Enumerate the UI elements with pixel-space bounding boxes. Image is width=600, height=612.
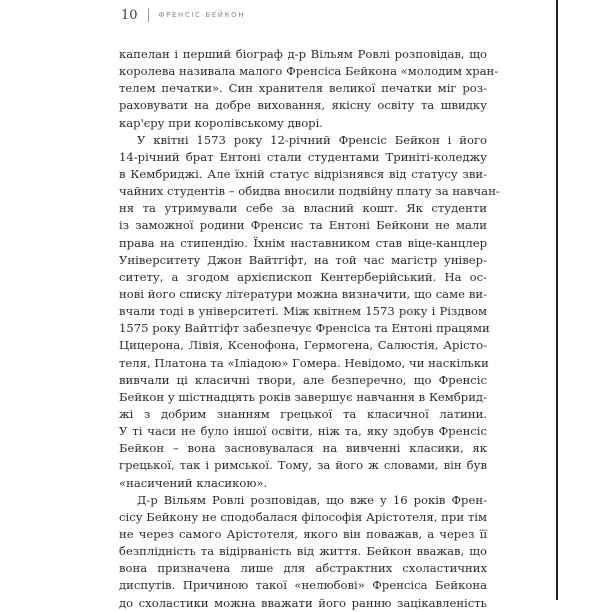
text-line: ня та утримували себе за власний кошт. Як студенти xyxy=(119,201,487,216)
text-line: грецької, так і римської. Тому, за його ж словами, він був xyxy=(119,458,487,473)
text-line: сісу Бейкону не сподобалася філософія Арістотеля, при тім xyxy=(119,509,487,524)
text-line: нові його списку літератури можна визначити, що саме ви- xyxy=(119,286,487,301)
text-line: «насичений класикою». xyxy=(119,475,268,490)
header-divider xyxy=(148,8,149,22)
text-line: теля, Платона та «Іліадою» Гомера. Невідомо, чи наскільки xyxy=(119,355,489,370)
text-line: права на стипендію. Їхнім наставником став віце-канцлер xyxy=(119,235,487,250)
paragraph-start-line: Д-р Вільям Ровлі розповідав, що вже у 16 років Френ- xyxy=(137,492,487,507)
text-line: кар'єру при королівському дворі. xyxy=(119,115,323,130)
text-line: безплідність та відірваність від життя. Бейкон вважав, що xyxy=(119,544,487,559)
text-line: вивчали ці класичні твори, але безперечно, що Френсіс xyxy=(119,372,487,387)
body-text xyxy=(119,46,500,612)
text-line: ситету, а згодом архієпископ Кентерберійський. На ос- xyxy=(119,269,487,284)
text-line: Бейкон – вона засновувалася на вивченні класики, як xyxy=(119,441,487,456)
page-header xyxy=(121,6,245,24)
text-line: диспутів. Причиною такої «нелюбові» Френсіса Бейкона xyxy=(119,578,487,593)
text-line: Університету Джон Вайтгіфт, на той час магістр універ- xyxy=(119,252,487,267)
text-line: Цицерона, Лівія, Ксенофона, Гермогена, Салюстія, Арісто- xyxy=(119,338,487,353)
running-title: ФРЕНСІС БЕЙКОН xyxy=(158,11,246,19)
paragraph-start-line: У квітні 1573 року 12-річний Френсіс Бейкон і його xyxy=(137,132,487,147)
text-line: не через самого Арістотеля, якого він поважав, а через її xyxy=(119,526,487,541)
text-line: 1575 року Вайтгіфт забезпечує Френсіса та Ентоні працями xyxy=(119,321,490,336)
text-line: жі з добрим знанням грецької та класичної латини. xyxy=(119,406,487,421)
text-line: вчали тоді в університеті. Між квітнем 1573 року і Різдвом xyxy=(119,304,487,319)
text-line: раховувати на добре виховання, якісну освіту та швидку xyxy=(119,98,487,113)
page-number: 10 xyxy=(121,7,138,23)
text-line: телем печатки». Син хранителя великої печатки міг роз- xyxy=(119,81,487,96)
text-line: в Кембриджі. Але їхній статус відрізнявся від статусу зви- xyxy=(119,166,487,181)
page-edge-rule xyxy=(556,0,558,600)
text-line: Бейкон у шістнадцять років завершує навчання в Кембрид- xyxy=(119,389,487,404)
text-line: чайних студентів – обидва вносили подвійну плату за навчан- xyxy=(119,184,500,199)
text-line: вона призначена лише для абстрактних схоластичних xyxy=(119,561,487,576)
text-line: капелан і перший біограф д-р Вільям Ровлі розповідав, що xyxy=(119,47,487,61)
text-line: У ті часи не було іншої освіти, ніж та, яку здобув Френсіс xyxy=(119,424,487,439)
text-line: до схоластики можна вважати його ранню зацікавленість xyxy=(119,595,487,610)
text-line: королева називала малого Френсіса Бейкона «молодим хран- xyxy=(119,64,499,79)
text-line: із заможної родини Френсис та Ентоні Бейкони не мали xyxy=(119,218,487,233)
text-line: 14-річний брат Ентоні стали студентами Триніті-коледжу xyxy=(119,149,487,164)
